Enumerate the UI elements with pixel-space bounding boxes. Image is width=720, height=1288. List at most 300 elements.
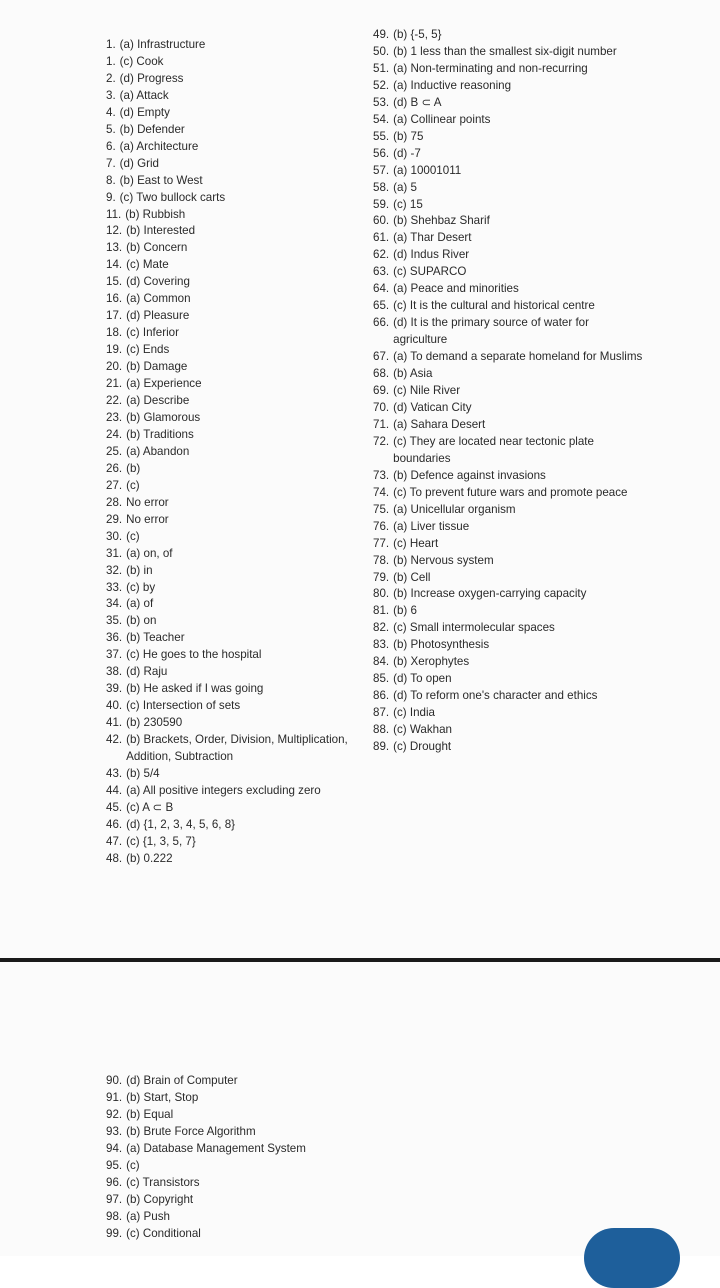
answer-text: (a) Inductive reasoning [393, 78, 512, 92]
answer-number: 48. [106, 851, 123, 865]
answer-item [106, 105, 351, 122]
answer-item [106, 1141, 386, 1158]
answer-number: 35. [106, 614, 123, 628]
answer-text: (b) 230590 [126, 716, 183, 730]
answer-item [106, 681, 351, 698]
answer-number: 25. [106, 444, 123, 458]
answer-number: 66. [373, 316, 390, 330]
answer-item [106, 37, 351, 54]
answer-number: 1. [106, 54, 116, 68]
answer-text: (b) {-5, 5} [393, 28, 442, 41]
answer-text: (d) Brain of Computer [126, 1074, 238, 1087]
answer-item [373, 180, 643, 197]
answer-number: 12. [106, 224, 123, 238]
answer-item [106, 1073, 386, 1090]
answer-text: (d) To open [393, 672, 452, 686]
answer-number: 92. [106, 1107, 123, 1121]
answer-item [373, 671, 643, 688]
answer-item [106, 1192, 386, 1209]
answer-item [106, 71, 351, 88]
answer-text: (a) Peace and minorities [393, 282, 519, 296]
answer-number: 60. [373, 214, 390, 228]
answer-text: (b) Interested [126, 224, 196, 238]
answer-item [373, 519, 643, 536]
answer-item [106, 1107, 386, 1124]
answer-number: 61. [373, 231, 390, 245]
answer-text: (c) Wakhan [393, 723, 452, 737]
answer-item [373, 502, 643, 519]
answer-item [373, 247, 643, 264]
answer-item [373, 739, 643, 756]
answer-text: (b) Brute Force Algorithm [126, 1124, 256, 1138]
answer-item [106, 1158, 386, 1175]
answer-number: 91. [106, 1090, 123, 1104]
answer-item [373, 163, 643, 180]
answer-number: 19. [106, 343, 123, 357]
answer-number: 6. [106, 139, 116, 153]
answer-number: 68. [373, 367, 390, 381]
answer-number: 76. [373, 519, 390, 533]
answer-number: 16. [106, 292, 123, 306]
answer-text: (a) Thar Desert [393, 231, 472, 245]
answer-number: 93. [106, 1124, 123, 1138]
answer-text: (a) 10001011 [393, 163, 462, 177]
answer-item [106, 512, 351, 529]
answer-number: 13. [106, 241, 123, 255]
answer-item [373, 27, 643, 44]
answer-item [106, 715, 351, 732]
answer-number: 32. [106, 563, 123, 577]
answer-item [373, 44, 643, 61]
answer-number: 43. [106, 766, 123, 780]
answer-text: (b) Rubbish [125, 207, 186, 221]
answer-item [106, 1226, 386, 1243]
answer-text: (b) East to West [119, 173, 203, 187]
answer-text: (b) Increase oxygen-carrying capacity [393, 587, 587, 601]
answer-item [106, 563, 351, 580]
answer-number: 5. [106, 122, 116, 136]
answer-number: 18. [106, 326, 123, 340]
answer-text: (d) To reform one's character and ethics [393, 689, 598, 703]
answer-item [373, 553, 643, 570]
answer-number: 99. [106, 1226, 123, 1240]
answer-number: 15. [106, 275, 123, 289]
answer-item [106, 647, 351, 664]
answer-item [106, 139, 351, 156]
answer-text: (c) [126, 1158, 140, 1172]
answer-number: 22. [106, 394, 123, 408]
answer-item [373, 349, 643, 366]
answer-text: (b) 0.222 [126, 851, 173, 865]
answer-item [373, 434, 643, 468]
answer-text: (c) 15 [393, 197, 423, 211]
answer-text: (c) It is the cultural and historical centre [393, 299, 595, 313]
answer-number: 88. [373, 723, 390, 737]
answer-text: (c) [126, 529, 140, 543]
answer-item [106, 223, 351, 240]
answer-number: 41. [106, 716, 123, 730]
answer-column-page-two [106, 1073, 386, 1243]
answer-number: 37. [106, 648, 123, 662]
answer-item [373, 637, 643, 654]
answer-item [106, 88, 351, 105]
answer-text: (c) {1, 3, 5, 7} [126, 834, 196, 848]
answer-number: 62. [373, 248, 390, 262]
answer-number: 84. [373, 655, 390, 669]
answer-number: 8. [106, 173, 116, 187]
answer-item [106, 393, 351, 410]
answer-text: No error [126, 495, 169, 509]
answer-text: (b) 6 [393, 604, 417, 618]
answer-item [106, 783, 351, 800]
answer-number: 33. [106, 580, 123, 594]
answer-number: 2. [106, 71, 116, 85]
answer-number: 1. [106, 38, 116, 51]
answer-text: (a) Database Management System [126, 1141, 306, 1155]
answer-item [106, 834, 351, 851]
answer-item [373, 61, 643, 78]
answer-text: (b) Photosynthesis [393, 638, 490, 652]
answer-number: 46. [106, 817, 123, 831]
answer-number: 59. [373, 197, 390, 211]
answer-text: (b) [126, 461, 141, 475]
answer-item [373, 417, 643, 434]
answer-number: 90. [106, 1074, 123, 1087]
answer-number: 56. [373, 146, 390, 160]
answer-item [106, 240, 351, 257]
answer-item [106, 495, 351, 512]
answer-number: 83. [373, 638, 390, 652]
answer-text: (a) Collinear points [393, 112, 491, 126]
answer-number: 20. [106, 360, 123, 374]
answer-item [106, 359, 351, 376]
answer-text: (a) Attack [119, 88, 169, 102]
answer-item [373, 586, 643, 603]
answer-item [106, 1175, 386, 1192]
answer-number: 52. [373, 78, 390, 92]
answer-text: (a) Non-terminating and non-recurring [393, 61, 588, 75]
answer-item [373, 383, 643, 400]
answer-text: (b) Asia [393, 367, 433, 381]
answer-text: (c) [126, 478, 140, 492]
answer-text: (d) Covering [126, 275, 190, 289]
answer-item [106, 173, 351, 190]
answer-number: 51. [373, 61, 390, 75]
answer-text: (c) He goes to the hospital [126, 648, 262, 662]
answer-number: 74. [373, 485, 390, 499]
answer-item [106, 698, 351, 715]
answer-item [373, 366, 643, 383]
answer-item [373, 705, 643, 722]
answer-number: 58. [373, 180, 390, 194]
answer-item [373, 570, 643, 587]
answer-item [373, 654, 643, 671]
answer-text: (d) -7 [393, 146, 421, 160]
answer-text: (c) To prevent future wars and promote peace [393, 485, 628, 499]
answer-number: 72. [373, 434, 390, 448]
answer-item [106, 427, 351, 444]
answer-text: (a) Infrastructure [119, 38, 206, 51]
answer-number: 26. [106, 461, 123, 475]
answer-item [106, 580, 351, 597]
answer-text: (a) of [126, 597, 154, 611]
answer-item [373, 197, 643, 214]
answer-text: (d) It is the primary source of water for agriculture [393, 316, 589, 347]
answer-number: 9. [106, 190, 116, 204]
answer-number: 28. [106, 495, 123, 509]
answer-text: (a) Abandon [126, 444, 190, 458]
answer-text: (b) Concern [126, 241, 188, 255]
answer-text: (d) Vatican City [393, 400, 472, 414]
answer-item [106, 461, 351, 478]
answer-text: (c) India [393, 706, 436, 720]
answer-item [373, 400, 643, 417]
answer-number: 55. [373, 129, 390, 143]
answer-item [106, 766, 351, 783]
answer-item [106, 190, 351, 207]
answer-text: (c) Small intermolecular spaces [393, 621, 555, 635]
answer-item [106, 613, 351, 630]
answer-number: 79. [373, 570, 390, 584]
answer-text: (c) Ends [126, 343, 170, 357]
answer-number: 65. [373, 299, 390, 313]
answer-number: 94. [106, 1141, 123, 1155]
answer-text: (a) Describe [126, 394, 190, 408]
answer-number: 17. [106, 309, 123, 323]
answer-text: (c) Cook [119, 54, 164, 68]
answer-text: (b) Nervous system [393, 553, 494, 567]
answer-number: 85. [373, 672, 390, 686]
answer-item [106, 596, 351, 613]
answer-number: 71. [373, 417, 390, 431]
answer-number: 7. [106, 156, 116, 170]
answer-item [373, 722, 643, 739]
answer-item [106, 1124, 386, 1141]
answer-number: 24. [106, 427, 123, 441]
answer-item [106, 478, 351, 495]
answer-text: (c) Mate [126, 258, 169, 272]
answer-number: 21. [106, 377, 123, 391]
answer-text: (a) Common [126, 292, 191, 306]
answer-item [106, 257, 351, 274]
answer-column-right [373, 27, 643, 756]
answer-item [373, 230, 643, 247]
answer-item [106, 851, 351, 868]
answer-text: (a) Architecture [119, 139, 199, 153]
answer-item [106, 529, 351, 546]
answer-number: 14. [106, 258, 123, 272]
answer-number: 34. [106, 597, 123, 611]
answer-item [106, 342, 351, 359]
answer-number: 78. [373, 553, 390, 567]
answer-item [106, 122, 351, 139]
answer-text: (a) on, of [126, 546, 173, 560]
answer-text: (b) 75 [393, 129, 424, 143]
answer-number: 77. [373, 536, 390, 550]
answer-text: (d) Grid [119, 156, 159, 170]
answer-number: 70. [373, 400, 390, 414]
answer-number: 38. [106, 665, 123, 679]
answer-number: 23. [106, 410, 123, 424]
answer-number: 54. [373, 112, 390, 126]
answer-text: (d) {1, 2, 3, 4, 5, 6, 8} [126, 817, 236, 831]
answer-item [106, 664, 351, 681]
answer-text: (a) Liver tissue [393, 519, 470, 533]
answer-number: 69. [373, 384, 390, 398]
answer-text: (a) Sahara Desert [393, 417, 486, 431]
answer-text: (b) Shehbaz Sharif [393, 214, 490, 228]
answer-number: 67. [373, 350, 390, 364]
answer-number: 87. [373, 706, 390, 720]
answer-item [373, 536, 643, 553]
answer-text: (a) To demand a separate homeland for Muslims [393, 350, 643, 364]
answer-item [106, 410, 351, 427]
answer-text: (b) Damage [126, 360, 188, 374]
answer-item [106, 325, 351, 342]
answer-item [373, 603, 643, 620]
answer-item [373, 688, 643, 705]
answer-number: 47. [106, 834, 123, 848]
answer-number: 57. [373, 163, 390, 177]
answer-text: (a) 5 [393, 180, 417, 194]
answer-number: 82. [373, 621, 390, 635]
answer-text: (d) Progress [119, 71, 184, 85]
answer-text: (b) Defender [119, 122, 185, 136]
answer-number: 97. [106, 1192, 123, 1206]
answer-text: (d) B ⊂ A [393, 95, 442, 109]
answer-text: (c) Intersection of sets [126, 699, 241, 713]
answer-item [106, 817, 351, 834]
answer-number: 64. [373, 282, 390, 296]
answer-number: 86. [373, 689, 390, 703]
answer-text: (b) Glamorous [126, 410, 201, 424]
answer-item [106, 376, 351, 393]
answer-item [373, 95, 643, 112]
answer-item [373, 78, 643, 95]
answer-item [106, 444, 351, 461]
answer-column-left [106, 37, 351, 868]
answer-text: (b) Copyright [126, 1192, 194, 1206]
answer-text: (c) Inferior [126, 326, 179, 340]
answer-item [106, 54, 351, 71]
answer-item [106, 207, 351, 224]
answer-number: 80. [373, 587, 390, 601]
answer-item [106, 156, 351, 173]
answer-item [106, 630, 351, 647]
answer-number: 75. [373, 502, 390, 516]
answer-text: (c) by [126, 580, 156, 594]
answer-item [373, 264, 643, 281]
answer-number: 73. [373, 468, 390, 482]
answer-item [106, 1090, 386, 1107]
answer-text: (c) Conditional [126, 1226, 201, 1240]
answer-text: (d) Raju [126, 665, 168, 679]
answer-item [106, 800, 351, 817]
answer-text: (c) Heart [393, 536, 439, 550]
answer-text: (d) Empty [119, 105, 170, 119]
answer-text: No error [126, 512, 169, 526]
answer-number: 3. [106, 88, 116, 102]
answer-text: (b) Equal [126, 1107, 174, 1121]
answer-number: 96. [106, 1175, 123, 1189]
answer-number: 49. [373, 28, 390, 41]
answer-text: (b) Teacher [126, 631, 185, 645]
answer-number: 40. [106, 699, 123, 713]
answer-text: (a) All positive integers excluding zero [126, 783, 321, 797]
answer-text: (a) Push [126, 1209, 170, 1223]
answer-number: 44. [106, 783, 123, 797]
answer-item [106, 308, 351, 325]
answer-text: (b) Cell [393, 570, 431, 584]
answer-text: (a) Experience [126, 377, 202, 391]
answer-number: 95. [106, 1158, 123, 1172]
answer-item [373, 468, 643, 485]
answer-number: 36. [106, 631, 123, 645]
answer-number: 39. [106, 682, 123, 696]
answer-item [373, 315, 643, 349]
answer-number: 42. [106, 733, 123, 747]
answer-text: (b) in [126, 563, 153, 577]
answer-text: (d) Indus River [393, 248, 470, 262]
answer-text: (b) Xerophytes [393, 655, 470, 669]
answer-item [106, 291, 351, 308]
answer-item [106, 546, 351, 563]
answer-text: (c) A ⊂ B [126, 800, 174, 814]
answer-text: (b) Brackets, Order, Division, Multiplication, Addition, Subtraction [126, 733, 348, 764]
answer-number: 30. [106, 529, 123, 543]
answer-text: (b) 1 less than the smallest six-digit number [393, 44, 617, 58]
answer-number: 50. [373, 44, 390, 58]
answer-item [373, 298, 643, 315]
answer-item [373, 146, 643, 163]
answer-number: 98. [106, 1209, 123, 1223]
answer-text: (c) Transistors [126, 1175, 200, 1189]
answer-item [373, 281, 643, 298]
answer-number: 45. [106, 800, 123, 814]
answer-item [106, 1209, 386, 1226]
answer-text: (c) Drought [393, 740, 452, 754]
answer-number: 31. [106, 546, 123, 560]
answer-text: (b) Start, Stop [126, 1090, 199, 1104]
answer-item [106, 274, 351, 291]
answer-text: (b) 5/4 [126, 766, 160, 780]
answer-text: (d) Pleasure [126, 309, 190, 323]
answer-text: (c) Nile River [393, 384, 461, 398]
answer-item [373, 485, 643, 502]
answer-text: (b) Defence against invasions [393, 468, 546, 482]
answer-item [106, 732, 351, 766]
answer-number: 63. [373, 265, 390, 279]
answer-text: (b) on [126, 614, 157, 628]
answer-text: (a) Unicellular organism [393, 502, 516, 516]
answer-text: (b) Traditions [126, 427, 194, 441]
answer-text: (c) SUPARCO [393, 265, 467, 279]
answer-item [373, 112, 643, 129]
answer-number: 4. [106, 105, 116, 119]
answer-text: (c) Two bullock carts [119, 190, 226, 204]
answer-number: 81. [373, 604, 390, 618]
answer-text: (b) He asked if I was going [126, 682, 264, 696]
answer-number: 29. [106, 512, 123, 526]
floating-action-button[interactable] [584, 1228, 680, 1288]
answer-item [373, 129, 643, 146]
answer-number: 11. [106, 207, 122, 221]
answer-number: 27. [106, 478, 123, 492]
answer-number: 53. [373, 95, 390, 109]
answer-item [373, 213, 643, 230]
answer-item [373, 620, 643, 637]
answer-number: 89. [373, 740, 390, 754]
